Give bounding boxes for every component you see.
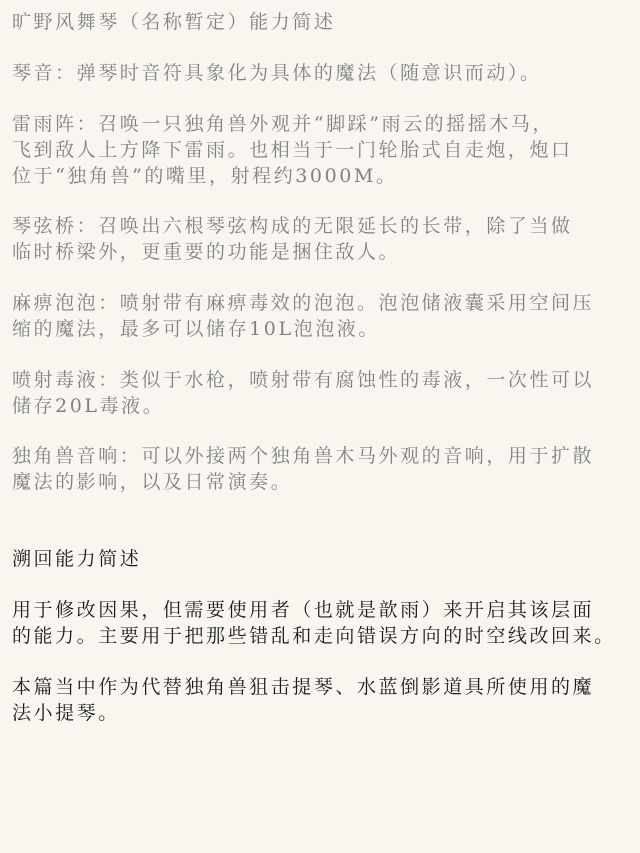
- paragraph-line: 位于“独角兽”的嘴里，射程约3000M。: [12, 165, 398, 187]
- paragraph-line: 喷射毒液：类似于水枪，喷射带有腐蚀性的毒液，一次性可以: [12, 369, 595, 391]
- paragraph-line: 临时桥梁外，更重要的功能是捆住敌人。: [12, 241, 401, 263]
- paragraph-line: 魔法的影响，以及日常演奏。: [12, 471, 293, 493]
- section-title: 溯回能力简述: [12, 548, 142, 570]
- paragraph-line: 琴弦桥：召唤出六根琴弦构成的无限延长的长带，除了当做: [12, 215, 573, 237]
- paragraph-line: 飞到敌人上方降下雷雨。也相当于一门轮胎式自走炮，炮口: [12, 139, 573, 161]
- paragraph-line: 独角兽音响：可以外接两个独角兽木马外观的音响，用于扩散: [12, 445, 595, 467]
- paragraph-line: 琴音：弹琴时音符具象化为具体的魔法（随意识而动）。: [12, 62, 542, 84]
- paragraph-line: 缩的魔法，最多可以储存10L泡泡液。: [12, 318, 380, 340]
- paragraph-line: 雷雨阵：召唤一只独角兽外观并“脚踩”雨云的摇摇木马，: [12, 113, 554, 135]
- paragraph-line: 储存20L毒液。: [12, 395, 165, 417]
- paragraph-line: 麻痹泡泡：喷射带有麻痹毒效的泡泡。泡泡储液囊采用空间压: [12, 292, 595, 314]
- paragraph-line: 法小提琴。: [12, 702, 120, 724]
- paragraph-line: 本篇当中作为代替独角兽狙击提琴、水蓝倒影道具所使用的魔: [12, 676, 595, 698]
- section-title: 旷野风舞琴（名称暂定）能力简述: [12, 11, 336, 33]
- paragraph-line: 用于修改因果，但需要使用者（也就是歆雨）来开启其该层面: [12, 599, 595, 621]
- paragraph-line: 的能力。主要用于把那些错乱和走向错误方向的时空线改回来。: [12, 625, 616, 647]
